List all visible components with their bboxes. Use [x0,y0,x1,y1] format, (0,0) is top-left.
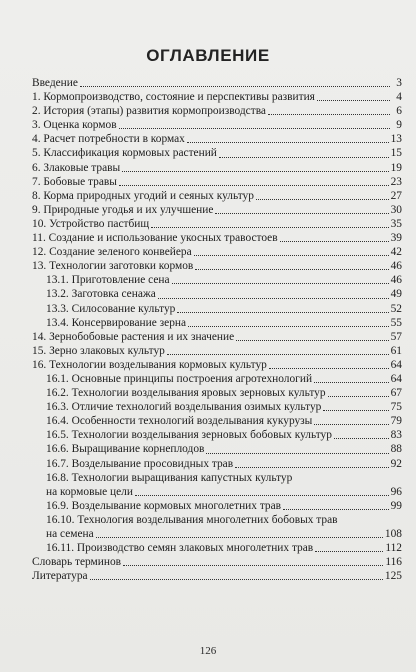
toc-entry-label: Словарь терминов [32,556,122,569]
toc-entry-label: 14. Зернобобовые растения и их значение [32,330,235,343]
toc-entry-label: 15. Зерно злаковых культур [32,344,165,357]
toc-entry-label: 16.1. Основные принципы построения агротехнологий [46,372,313,385]
toc-entry-continuation: на кормовые цели [46,485,133,498]
toc-leader [187,142,389,143]
toc-entry-page: 9 [396,119,402,132]
toc-leader [219,157,389,158]
toc-entry-label: 4. Расчет потребности в кормах [32,133,185,146]
toc-entry-continuation: на семена [46,528,94,540]
toc-entry [32,146,402,160]
toc-entry-label: 8. Корма природных угодий и сеяных культур [32,189,254,202]
toc-subentry [32,316,402,330]
toc-leader [167,354,389,355]
toc-entry-page: 52 [390,302,402,315]
toc-entry-page: 57 [390,330,402,343]
toc-leader [172,283,389,284]
toc-entry-label: Введение [32,77,78,89]
toc-entry-page: 3 [396,77,402,89]
toc-entry-label: 13.4. Консервирование зерна [46,316,187,329]
toc-entry-page: 55 [390,316,402,329]
toc-entry-label: 16.5. Технологии возделывания зерновых бобовых культур [46,429,332,442]
toc-entry-page: 46 [390,274,402,287]
toc-leader [334,438,389,439]
toc-leader [283,509,389,510]
toc-entry-label: 1. Кормопроизводство, состояние и перспективы развития [32,91,315,104]
toc-leader [119,185,389,186]
toc-entry-label: 7. Бобовые травы [32,175,117,188]
toc-subentry [32,386,402,400]
toc-leader [317,100,390,101]
toc-entry-label: 13. Технологии заготовки кормов [32,260,194,273]
toc-entry-page: 64 [390,358,402,371]
toc-subentry [32,541,402,555]
toc-leader [122,171,388,172]
toc-entry-label: 13.3. Силосование культур [46,302,176,315]
toc-entry [32,330,402,344]
toc-leader [119,128,390,129]
toc-entry-page: 6 [396,105,402,118]
toc-entry-label: 13.1. Приготовление сена [46,274,170,287]
toc-leader [315,551,383,552]
toc-leader [328,396,389,397]
toc-subentry [32,372,402,386]
toc-subentry [32,485,402,499]
table-of-contents [32,76,402,583]
toc-entry [32,132,402,146]
toc-entry-page: 4 [396,91,402,104]
toc-entry [32,118,402,132]
toc-entry-label: 10. Устройство пастбищ [32,217,150,230]
toc-entry [32,569,402,583]
toc-entry-label: 16.8. Технологии выращивания капустных культур [46,471,293,484]
toc-entry-page: 61 [390,344,402,357]
toc-entry [32,259,402,273]
page-title: ОГЛАВЛЕНИЕ [146,46,270,65]
toc-entry-page: 79 [390,415,402,428]
toc-leader [151,227,388,228]
toc-leader [323,410,388,411]
toc-leader [206,453,388,454]
toc-entry [32,217,402,231]
toc-entry-page: 49 [390,288,402,301]
toc-entry-label: 3. Оценка кормов [32,119,117,132]
page-number: 126 [199,645,217,657]
toc-subentry [32,400,402,414]
toc-entry-page: 64 [390,372,402,385]
toc-leader [215,213,388,214]
toc-entry-page: 88 [390,443,402,456]
toc-entry [32,104,402,118]
toc-entry-page: 83 [390,429,402,442]
toc-entry-page: 42 [390,246,402,259]
toc-entry-label: 16.3. Отличие технологий возделывания озимых культур [46,401,322,414]
toc-entry-label: 16.6. Выращивание корнеплодов [46,443,205,456]
toc-entry-label: 12. Создание зеленого конвейера [32,246,192,259]
toc-leader [236,340,388,341]
toc-entry-page: 46 [390,260,402,273]
toc-leader [158,298,389,299]
toc-entry-page: 99 [390,499,402,512]
toc-leader [177,312,388,313]
toc-entry-label: 2. История (этапы) развития кормопроизводства [32,105,266,118]
toc-leader [96,537,383,538]
toc-entry-label: 16. Технологии возделывания кормовых культур [32,358,267,371]
toc-entry [32,203,402,217]
toc-subentry [32,287,402,301]
toc-subentry-first-line [32,513,402,527]
toc-leader [188,326,389,327]
toc-leader [314,382,389,383]
toc-subentry [32,442,402,456]
toc-leader [268,114,390,115]
toc-entry-page: 75 [390,401,402,414]
toc-entry [32,358,402,372]
toc-entry-label: 16.10. Технология возделывания многолетних бобовых трав [46,513,338,526]
toc-entry [32,90,402,104]
toc-leader [235,467,388,468]
toc-subentry [32,527,402,541]
toc-entry-label: 16.9. Возделывание кормовых многолетних трав [46,499,282,512]
toc-entry-page: 13 [390,133,402,146]
toc-entry-page: 112 [385,542,402,555]
toc-entry-page: 39 [390,232,402,245]
toc-entry-page: 15 [390,147,402,160]
toc-subentry [32,414,402,428]
toc-entry [32,161,402,175]
toc-entry-page: 30 [390,203,402,216]
toc-entry [32,555,402,569]
toc-entry-label: 16.7. Возделывание просовидных трав [46,457,234,470]
toc-entry-label: 11. Создание и использование укосных травостоев [32,232,278,245]
toc-entry [32,76,402,90]
toc-subentry-first-line [32,471,402,485]
toc-subentry [32,273,402,287]
toc-subentry [32,499,402,513]
toc-leader [314,424,388,425]
toc-entry-label: 16.2. Технологии возделывания яровых зерновых культур [46,387,326,400]
toc-entry-page: 108 [384,528,402,540]
toc-entry-page: 23 [390,175,402,188]
toc-entry [32,175,402,189]
toc-entry-page: 116 [385,556,402,569]
toc-leader [280,241,389,242]
toc-entry-page: 92 [390,457,402,470]
toc-leader [135,495,389,496]
toc-entry-page: 67 [390,387,402,400]
toc-entry-page: 35 [390,217,402,230]
toc-entry-label: Литература [32,570,88,583]
toc-entry-label: 16.11. Производство семян злаковых многолетних трав [46,542,314,555]
toc-entry [32,344,402,358]
toc-leader [123,565,383,566]
toc-leader [269,368,389,369]
toc-entry [32,245,402,259]
toc-entry-label: 5. Классификация кормовых растений [32,147,217,160]
toc-entry-label: 9. Природные угодья и их улучшение [32,203,214,216]
toc-entry-label: 13.2. Заготовка сенажа [46,288,156,301]
toc-leader [256,199,389,200]
toc-entry-page: 125 [384,570,402,583]
toc-entry [32,231,402,245]
toc-subentry [32,457,402,471]
toc-entry-page: 19 [390,161,402,174]
toc-subentry [32,428,402,442]
toc-entry-label: 6. Злаковые травы [32,161,121,174]
toc-entry-page: 96 [390,485,402,498]
toc-entry-page: 27 [390,189,402,202]
toc-leader [90,579,383,580]
toc-subentry [32,302,402,316]
toc-leader [194,255,389,256]
toc-entry [32,189,402,203]
toc-leader [195,269,388,270]
toc-entry-label: 16.4. Особенности технологий возделывания кукурузы [46,415,313,428]
toc-leader [80,86,390,87]
